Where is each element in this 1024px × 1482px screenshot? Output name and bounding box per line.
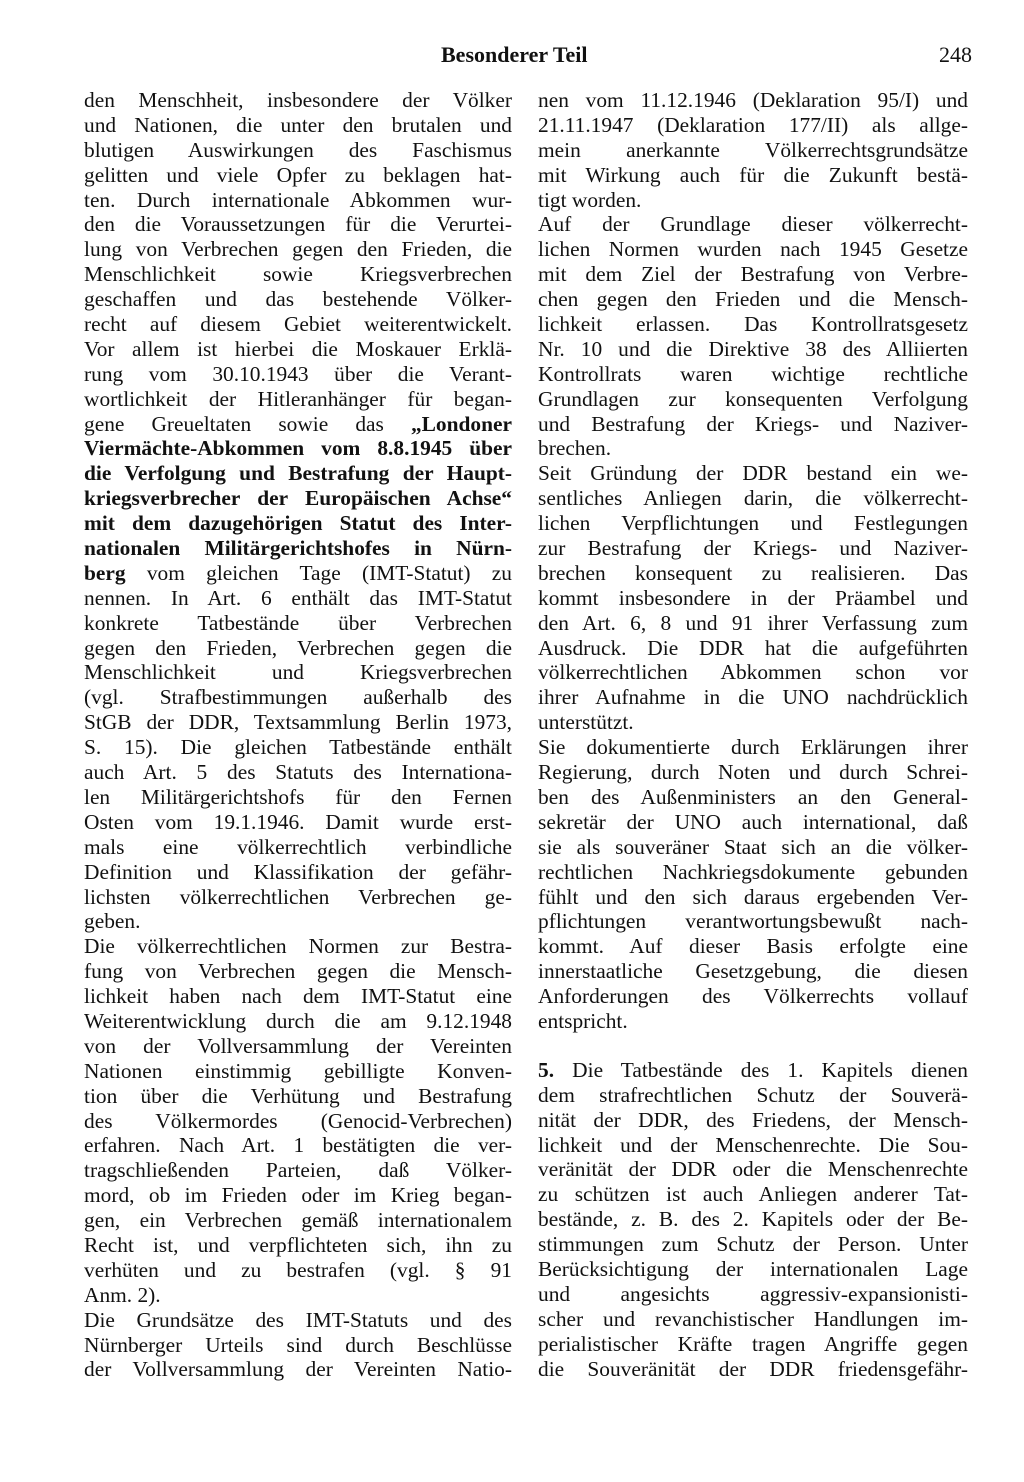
text-line — [538, 1307, 968, 1332]
line-text: innerstaatliche Gesetzgebung, die diesen — [538, 959, 968, 984]
text-line — [84, 212, 512, 237]
line-text: fung von Verbrechen gegen die Mensch- — [84, 959, 512, 984]
line-text: mit Wirkung auch für die Zukunft bestä- — [538, 162, 968, 187]
text-line — [538, 934, 968, 959]
line-text: Recht ist, und verpflichteten sich, ihn zu — [84, 1232, 512, 1257]
line-text: wortlichkeit der Hitleranhänger für began- — [84, 386, 512, 411]
line-text: geben. — [84, 909, 141, 934]
text-line — [84, 835, 512, 860]
line-text: des Völkermordes (Genocid-Verbrechen) — [84, 1108, 512, 1133]
text-line — [538, 1332, 968, 1357]
bold-lead-text: berg — [84, 560, 126, 585]
text-line — [538, 188, 968, 213]
text-line — [84, 611, 512, 636]
line-text: rung vom 30.10.1943 über die Verant- — [84, 361, 512, 386]
text-line — [538, 586, 968, 611]
line-text: ihrer Aufnahme in die UNO nachdrücklich — [538, 685, 968, 710]
text-line — [538, 984, 968, 1009]
line-text: geschaffen und das bestehende Völker- — [84, 287, 512, 312]
text-line — [84, 337, 512, 362]
text-line — [538, 262, 968, 287]
text-line — [538, 561, 968, 586]
line-text: bestände, z. B. des 2. Kapitels oder der Be- — [538, 1207, 968, 1232]
line-text: lichkeit haben nach dem IMT-Statut eine — [84, 984, 512, 1009]
text-line — [84, 735, 512, 760]
text-line — [538, 835, 968, 860]
text-line — [538, 1133, 968, 1158]
line-text: brechen. — [538, 436, 612, 461]
text-line — [538, 237, 968, 262]
text-line — [84, 636, 512, 661]
text-line — [84, 586, 512, 611]
line-text: Nr. 10 und die Direktive 38 des Alliierten — [538, 336, 968, 361]
text-line — [84, 188, 512, 213]
line-text: lichsten völkerrechtlichen Verbrechen ge- — [84, 884, 512, 909]
text-line — [538, 710, 968, 735]
text-line — [538, 88, 968, 113]
text-line — [84, 1308, 512, 1333]
text-line — [538, 785, 968, 810]
line-text: dem strafrechtlichen Schutz der Souverä- — [538, 1082, 968, 1107]
text-line — [84, 1158, 512, 1183]
line-text: Vor allem ist hierbei die Moskauer Erklä- — [84, 336, 512, 361]
text-line — [84, 710, 512, 735]
line-text: veränität der DDR oder die Menschenrechte — [538, 1157, 968, 1182]
line-text: Regierung, durch Noten und durch Schrei- — [538, 760, 968, 785]
text-line — [84, 138, 512, 163]
line-text: kriegsverbrecher der Europäischen Achse“ — [84, 486, 512, 511]
line-text: Menschlichkeit sowie Kriegsverbrechen — [84, 262, 512, 287]
line-text: nationalen Militärgerichtshofes in Nürn- — [84, 536, 512, 561]
line-text: Menschlichkeit und Kriegsverbrechen — [84, 660, 512, 685]
line-text: gegen den Frieden, Verbrechen gegen die — [84, 635, 512, 660]
page-header — [0, 40, 1024, 74]
text-line — [84, 412, 512, 437]
text-line — [84, 934, 512, 959]
text-line — [538, 312, 968, 337]
text-line — [84, 660, 512, 685]
text-line — [538, 511, 968, 536]
line-text: gene Greueltaten sowie das — [84, 411, 384, 436]
line-text: Die Grundsätze des IMT-Statuts und des — [84, 1307, 512, 1332]
text-line — [84, 1233, 512, 1258]
text-line — [538, 660, 968, 685]
text-line — [538, 885, 968, 910]
line-text: mals eine völkerrechtlich verbindliche — [84, 834, 512, 859]
text-line — [84, 685, 512, 710]
line-text: brechen konsequent zu realisieren. Das — [538, 560, 968, 585]
line-text: fühlt und den sich daraus ergebenden Ver- — [538, 884, 968, 909]
line-text: lichen Verpflichtungen und Festlegungen — [538, 511, 968, 536]
line-text: S. 15). Die gleichen Tatbestände enthält — [84, 735, 512, 760]
text-line — [538, 860, 968, 885]
text-line — [84, 486, 512, 511]
line-text: zur Bestrafung der Kriegs- und Naziver- — [538, 536, 968, 561]
text-line — [538, 436, 968, 461]
line-text: sentliches Anliegen darin, die völkerrecht- — [538, 486, 968, 511]
text-line — [538, 636, 968, 661]
line-text: ten. Durch internationale Abkommen wur- — [84, 187, 512, 212]
line-text: Die völkerrechtlichen Normen zur Bestra- — [84, 934, 512, 959]
text-line — [84, 959, 512, 984]
text-line — [84, 1208, 512, 1233]
line-text: chen gegen den Frieden und die Mensch- — [538, 287, 968, 312]
page-number: 248 — [939, 42, 972, 67]
line-text: lichkeit erlassen. Das Kontrollratsgesetz — [538, 312, 968, 337]
line-text: mord, ob im Frieden oder im Krieg began- — [84, 1183, 512, 1208]
text-line — [538, 287, 968, 312]
text-line — [84, 885, 512, 910]
line-text: Osten vom 19.1.1946. Damit wurde erst- — [84, 809, 512, 834]
line-text: Berücksichtigung der internationalen Lage — [538, 1256, 968, 1281]
text-line — [84, 436, 512, 461]
text-line — [538, 1282, 968, 1307]
line-text: tion über die Verhütung und Bestrafung — [84, 1083, 512, 1108]
line-text: stimmungen zum Schutz der Person. Unter — [538, 1232, 968, 1257]
line-text: Grundlagen zur konsequenten Verfolgung — [538, 386, 968, 411]
text-line — [538, 1182, 968, 1207]
text-line — [84, 1084, 512, 1109]
text-line — [538, 909, 968, 934]
text-line — [538, 1058, 968, 1083]
line-text: den Art. 6, 8 und 91 ihrer Verfassung zum — [538, 610, 968, 635]
line-text: gelitten und viele Opfer zu beklagen hat- — [84, 162, 512, 187]
text-line — [84, 362, 512, 387]
line-text: lung von Verbrechen gegen den Frieden, die — [84, 237, 512, 262]
line-text: nennen. In Art. 6 enthält das IMT-Statut — [84, 585, 512, 610]
text-line — [538, 337, 968, 362]
line-text: mein anerkannte Völkerrechtsgrundsätze — [538, 137, 968, 162]
text-line — [84, 1059, 512, 1084]
line-text: konkrete Tatbestände über Verbrechen — [84, 610, 512, 635]
line-text: die Verfolgung und Bestrafung der Haupt- — [84, 461, 512, 486]
line-text: unterstützt. — [538, 710, 634, 735]
line-text: (vgl. Strafbestimmungen außerhalb des — [84, 685, 512, 710]
text-line — [84, 1034, 512, 1059]
line-text: scher und revanchistischer Handlungen im- — [538, 1306, 968, 1331]
bold-lead-text: 5. — [538, 1057, 555, 1082]
line-text: Auf der Grundlage dieser völkerrecht- — [538, 212, 968, 237]
line-text: sie als souveräner Staat sich an die völker- — [538, 834, 968, 859]
line-text: kommt insbesondere in der Präambel und — [538, 585, 968, 610]
line-text: nität der DDR, des Friedens, der Mensch- — [538, 1107, 968, 1132]
line-text: len Militärgerichtshofs für den Fernen — [84, 784, 512, 809]
left-text-column — [84, 88, 512, 1382]
line-text: nen vom 11.12.1946 (Deklaration 95/I) und — [538, 88, 968, 112]
line-text: Ausdruck. Die DDR hat die aufgeführten — [538, 635, 968, 660]
line-text: die Souveränität der DDR friedensgefähr- — [538, 1356, 968, 1381]
text-line — [84, 785, 512, 810]
text-line — [538, 486, 968, 511]
line-text: tragschließenden Parteien, daß Völker- — [84, 1158, 512, 1183]
text-line — [84, 760, 512, 785]
line-text: rechtlichen Nachkriegsdokumente gebunden — [538, 859, 968, 884]
line-text: Anforderungen des Völkerrechts vollauf — [538, 984, 968, 1009]
text-line — [84, 1283, 512, 1308]
text-line — [84, 287, 512, 312]
line-text: Sie dokumentierte durch Erklärungen ihrer — [538, 735, 968, 760]
line-text: StGB der DDR, Textsammlung Berlin 1973, — [84, 710, 512, 735]
text-line — [538, 760, 968, 785]
line-text: Kontrollrats waren wichtige rechtliche — [538, 361, 968, 386]
text-line — [538, 412, 968, 437]
line-text: von der Vollversammlung der Vereinten — [84, 1033, 512, 1058]
line-text: mit dem Ziel der Bestrafung von Verbre- — [538, 262, 968, 287]
line-text: mit dem dazugehörigen Statut des Inter- — [84, 511, 512, 536]
text-line — [538, 1083, 968, 1108]
bold-tail-text: „Londoner — [410, 411, 512, 436]
text-line — [538, 1257, 968, 1282]
line-text: pflichtungen verantwortungsbewußt nach- — [538, 909, 968, 934]
text-line — [538, 959, 968, 984]
text-line — [538, 113, 968, 138]
line-text: erfahren. Nach Art. 1 bestätigten die ver- — [84, 1133, 512, 1158]
line-text: und angesichts aggressiv-expansionisti- — [538, 1281, 968, 1306]
text-line — [538, 1232, 968, 1257]
line-text: Anm. 2). — [84, 1282, 161, 1307]
line-text: tigt worden. — [538, 187, 642, 212]
line-text: völkerrechtlichen Abkommen schon vor — [538, 660, 968, 685]
text-line — [538, 387, 968, 412]
line-text: Nürnberger Urteils sind durch Beschlüsse — [84, 1332, 512, 1357]
text-line — [84, 387, 512, 412]
line-text: entspricht. — [538, 1008, 628, 1033]
line-text: Seit Gründung der DDR bestand ein we- — [538, 461, 968, 486]
text-line — [84, 810, 512, 835]
text-line — [84, 113, 512, 138]
text-line — [538, 1157, 968, 1182]
text-line — [84, 1258, 512, 1283]
line-text: ben des Außenministers an den General- — [538, 784, 968, 809]
line-text: lichkeit und der Menschenrechte. Die Sou- — [538, 1132, 968, 1157]
line-text: Viermächte-Abkommen vom 8.8.1945 über — [84, 436, 512, 461]
text-line — [84, 1109, 512, 1134]
text-line — [84, 536, 512, 561]
text-line — [84, 163, 512, 188]
paragraph-gap — [538, 1034, 968, 1058]
text-line — [538, 1357, 968, 1382]
line-text: vom gleichen Tage (IMT-Statut) zu — [146, 560, 512, 585]
line-text: Weiterentwicklung durch die am 9.12.1948 — [84, 1008, 512, 1033]
running-header-title: Besonderer Teil — [441, 42, 588, 67]
text-line — [538, 163, 968, 188]
text-line — [84, 909, 512, 934]
text-line — [538, 735, 968, 760]
line-text: und Bestrafung der Kriegs- und Naziver- — [538, 411, 968, 436]
text-line — [84, 1133, 512, 1158]
text-line — [538, 685, 968, 710]
line-text: Die Tatbestände des 1. Kapitels dienen — [572, 1057, 968, 1082]
line-text: lichen Normen wurden nach 1945 Gesetze — [538, 237, 968, 262]
line-text: verhüten und zu bestrafen (vgl. § 91 — [84, 1257, 512, 1282]
text-line — [84, 1333, 512, 1358]
text-line — [84, 461, 512, 486]
right-text-column — [538, 88, 968, 1381]
line-text: 21.11.1947 (Deklaration 177/II) als allge- — [538, 112, 968, 137]
text-line — [84, 1357, 512, 1382]
text-line — [538, 611, 968, 636]
line-text: gen, ein Verbrechen gemäß internationalem — [84, 1208, 512, 1233]
line-text: den die Voraussetzungen für die Verurtei- — [84, 212, 512, 237]
text-line — [84, 88, 512, 113]
text-line — [84, 1183, 512, 1208]
line-text: auch Art. 5 des Statuts des Internationa- — [84, 760, 512, 785]
line-text: blutigen Auswirkungen des Faschismus — [84, 137, 512, 162]
text-line — [538, 1009, 968, 1034]
line-text: recht auf diesem Gebiet weiterentwickelt. — [84, 312, 512, 337]
text-line — [538, 1207, 968, 1232]
text-line — [84, 984, 512, 1009]
line-text: Definition und Klassifikation der gefähr- — [84, 859, 512, 884]
text-line — [538, 362, 968, 387]
text-line — [538, 138, 968, 163]
line-text: sekretär der UNO auch international, daß — [538, 809, 968, 834]
text-line — [538, 212, 968, 237]
line-text: kommt. Auf dieser Basis erfolgte eine — [538, 934, 968, 959]
text-line — [84, 262, 512, 287]
line-text: und Nationen, die unter den brutalen und — [84, 112, 512, 137]
line-text: Nationen einstimmig gebilligte Konven- — [84, 1058, 512, 1083]
text-line — [84, 237, 512, 262]
text-line — [84, 312, 512, 337]
text-line — [84, 561, 512, 586]
text-line — [538, 810, 968, 835]
line-text: zu schützen ist auch Anliegen anderer Tat- — [538, 1182, 968, 1207]
line-text: den Menschheit, insbesondere der Völker — [84, 88, 512, 112]
text-line — [538, 536, 968, 561]
line-text: perialistischer Kräfte tragen Angriffe gegen — [538, 1331, 968, 1356]
text-line — [538, 461, 968, 486]
line-text: der Vollversammlung der Vereinten Natio- — [84, 1357, 512, 1382]
text-line — [84, 1009, 512, 1034]
text-line — [84, 860, 512, 885]
text-line — [84, 511, 512, 536]
text-line — [538, 1108, 968, 1133]
